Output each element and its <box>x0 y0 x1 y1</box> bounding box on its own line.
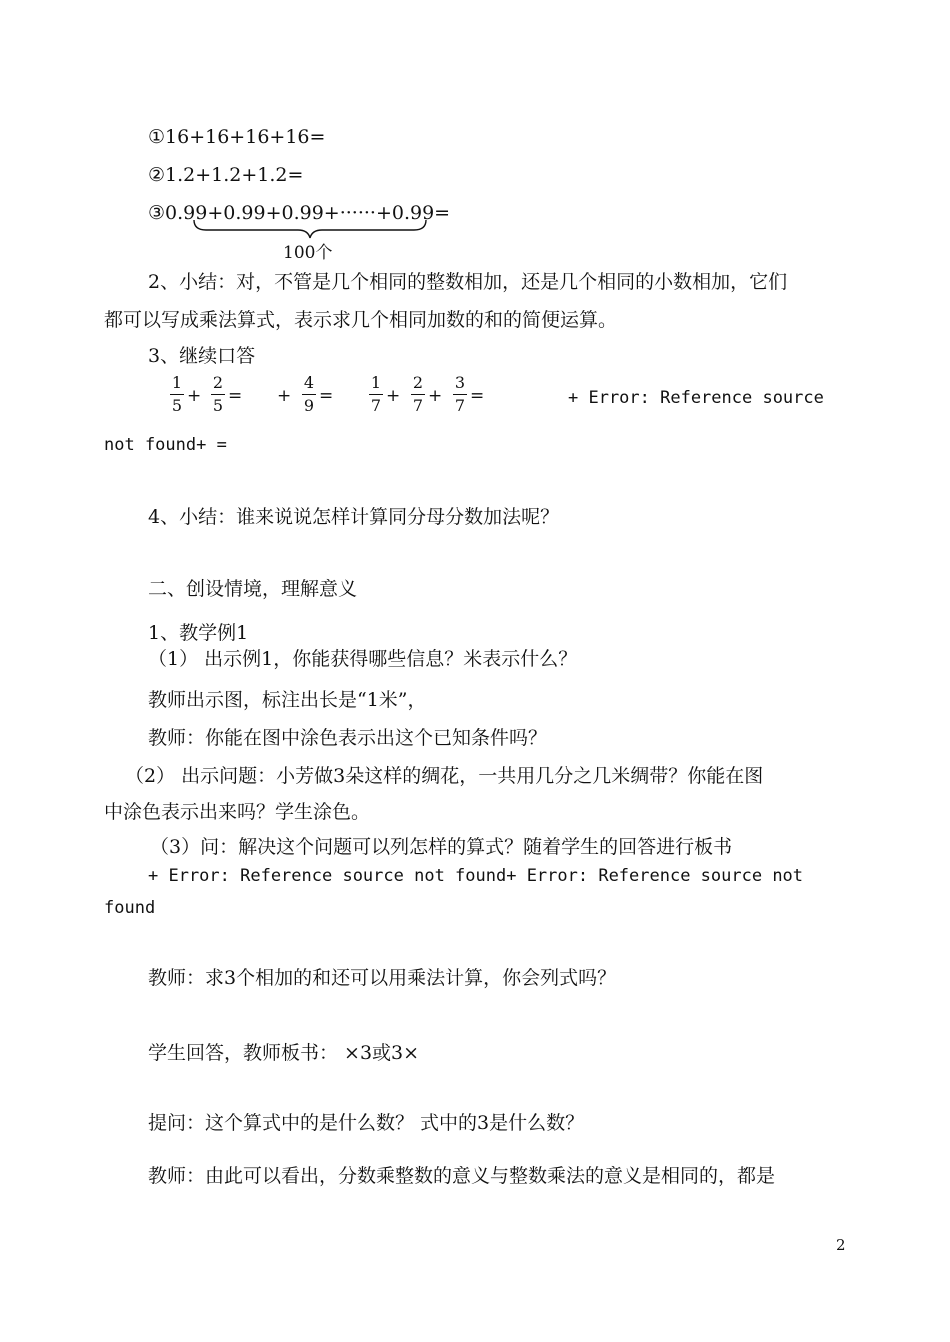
teacher-line-1: 教师出示图，标注出长是“1米”， <box>148 689 427 711</box>
denominator: 7 <box>412 396 424 415</box>
fraction-4-9 <box>302 374 316 415</box>
error-reference-line-1: + Error: Reference source not found+ Error: Reference source not <box>148 866 804 886</box>
summary-2-line-1: 2、小结：对，不管是几个相同的整数相加，还是几个相同的小数相加，它们 <box>148 271 788 293</box>
numerator: 1 <box>370 373 382 392</box>
step-2-line-2: 中涂色表示出来吗？学生涂色。 <box>104 801 371 823</box>
teacher-line-3: 教师：求3个相加的和还可以用乘法计算，你会列式吗？ <box>148 967 617 989</box>
step-2-line-1: （2） 出示问题：小芳做3朵这样的绸花，一共用几分之几米绸带？你能在图 <box>125 765 764 787</box>
plus-sign: + <box>428 386 443 406</box>
exercise-item-3: ③0.99+0.99+0.99+······+0.99= <box>148 202 451 224</box>
exercise-item-1: ①16+16+16+16= <box>148 126 326 148</box>
denominator: 7 <box>370 396 382 415</box>
plus-sign: + <box>277 386 292 406</box>
numerator: 4 <box>303 373 315 392</box>
brace-label: 100个 <box>283 243 333 263</box>
teacher-line-2: 教师：你能在图中涂色表示出这个已知条件吗？ <box>148 727 548 749</box>
step-1: （1） 出示例1，你能获得哪些信息？米表示什么？ <box>148 648 578 670</box>
equals-sign: = <box>228 386 243 406</box>
page-number: 2 <box>836 1236 846 1254</box>
fraction-2-7 <box>411 374 425 415</box>
equals-sign: = <box>319 386 334 406</box>
section-3-heading: 3、继续口答 <box>148 345 256 367</box>
teacher-line-4: 教师：由此可以看出，分数乘整数的意义与整数乘法的意义是相同的，都是 <box>148 1165 776 1187</box>
numerator: 2 <box>212 373 224 392</box>
fraction-2-5 <box>211 374 225 415</box>
summary-2-line-2: 都可以写成乘法算式，表示求几个相同加数的和的简便运算。 <box>104 309 618 331</box>
question-line: 提问：这个算式中的是什么数？ 式中的3是什么数？ <box>148 1112 585 1134</box>
student-answer: 学生回答，教师板书： ×3或3× <box>148 1042 420 1064</box>
denominator: 5 <box>212 396 224 415</box>
section-two-heading: 二、创设情境，理解意义 <box>148 578 358 600</box>
error-reference-text-cont: not found+ = <box>104 435 227 455</box>
denominator: 9 <box>303 396 315 415</box>
denominator: 5 <box>171 396 183 415</box>
example-1-heading: 1、教学例1 <box>148 622 249 644</box>
curly-brace <box>192 218 428 240</box>
numerator: 3 <box>454 373 466 392</box>
fraction-3-7 <box>453 374 467 415</box>
numerator: 1 <box>171 373 183 392</box>
equals-sign: = <box>470 386 485 406</box>
plus-sign: + <box>187 386 202 406</box>
error-reference-text: + Error: Reference source <box>568 388 824 408</box>
summary-4: 4、小结：谁来说说怎样计算同分母分数加法呢？ <box>148 506 560 528</box>
numerator: 2 <box>412 373 424 392</box>
plus-sign: + <box>386 386 401 406</box>
denominator: 7 <box>454 396 466 415</box>
step-3: （3）问：解决这个问题可以列怎样的算式？随着学生的回答进行板书 <box>150 836 733 858</box>
error-reference-line-2: found <box>104 898 156 918</box>
fraction-1-7 <box>369 374 383 415</box>
exercise-item-2: ②1.2+1.2+1.2= <box>148 164 304 186</box>
fraction-1-5 <box>170 374 184 415</box>
